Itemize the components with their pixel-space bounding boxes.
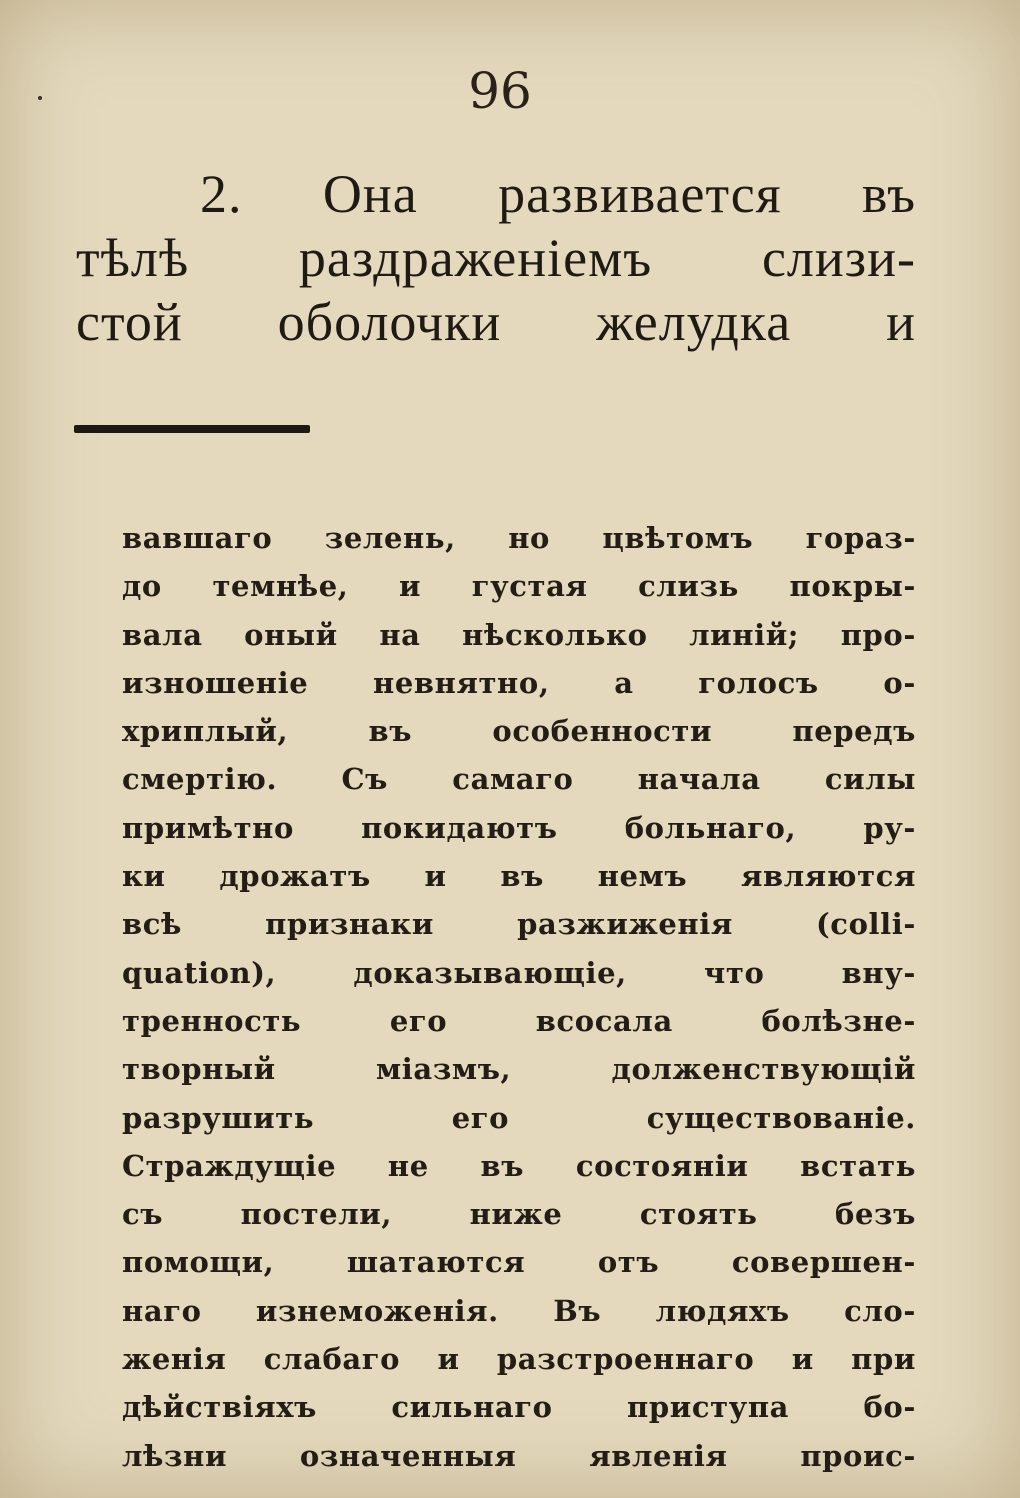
footnote-line: разрушить его существованіе.	[122, 1100, 916, 1135]
footnote-line: тренность его всосала болѣзне-	[122, 1003, 916, 1038]
footnote-line: до темнѣе, и густая слизь покры-	[122, 569, 916, 604]
footnote-line: съ постели, ниже стоять безъ	[122, 1197, 916, 1232]
footnote-line: Страждущіе не въ состояніи встать	[122, 1148, 916, 1183]
footnote-separator-rule	[74, 425, 310, 433]
footnote-line: женія слабаго и разстроеннаго и при	[122, 1342, 916, 1377]
footnote-line: хриплый, въ особенности передъ	[122, 714, 916, 749]
main-text-line: тѣлѣ раздраженіемъ слизи-	[76, 228, 916, 288]
footnote-line: изношеніе невнятно, а голосъ о-	[122, 665, 916, 700]
footnote-line: наго изнеможенія. Въ людяхъ сло-	[122, 1293, 916, 1328]
footnote-line: дѣйствіяхъ сильнаго приступа бо-	[122, 1390, 916, 1425]
footnote-line: творный міазмъ, долженствующій	[122, 1052, 916, 1087]
main-paragraph	[76, 162, 916, 354]
main-text-line: стой оболочки желудка и	[76, 292, 916, 352]
main-text-line: 2. Она развивается въ	[200, 164, 916, 224]
footnote-paragraph	[122, 514, 916, 1480]
footnote-line: вала оный на нѣсколько линій; про-	[122, 617, 916, 652]
footnote-line: вавшаго зелень, но цвѣтомъ гораз-	[122, 521, 916, 555]
footnote-line: смертію. Съ самаго начала силы	[122, 762, 916, 797]
footnote-line: помощи, шатаются отъ совершен-	[122, 1245, 916, 1280]
footnote-line: quation), доказывающіе, что вну-	[122, 955, 916, 990]
page-number: 96	[468, 62, 532, 120]
footnote-line: примѣтно покидаютъ больнаго, ру-	[122, 810, 916, 845]
footnote-line: лѣзни означенныя явленія проис-	[122, 1438, 916, 1473]
footnote-line: ки дрожатъ и въ немъ являются	[122, 859, 916, 894]
footnote-line: всѣ признаки разжиженія (colli-	[122, 907, 916, 942]
